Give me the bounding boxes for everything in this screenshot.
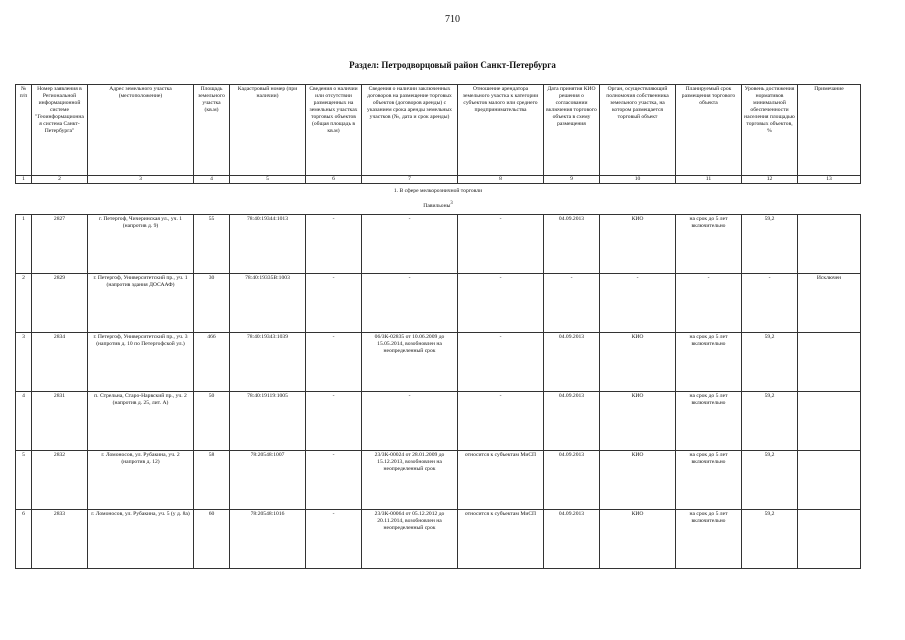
cell-term: -: [676, 274, 742, 333]
table-row: [16, 392, 861, 451]
cell-no: 1: [16, 215, 32, 274]
column-number: 12: [742, 176, 798, 184]
cell-area: 58: [194, 451, 230, 510]
cell-cad: 78:40:19343:1039: [230, 333, 306, 392]
column-header: Кадастровый номер (при наличии): [230, 85, 306, 176]
table-body: [16, 215, 861, 569]
cell-cad: 78:40:19335В:1003: [230, 274, 306, 333]
column-header: Номер заявления в Региональной информационной системе "Геоинформационная система Санкт-Петербурга": [32, 85, 88, 176]
category-subtitle: Павильоны$^3$: [423, 201, 453, 209]
category-row: [16, 184, 861, 215]
cell-organ: КИО: [600, 215, 676, 274]
cell-organ: КИО: [600, 333, 676, 392]
column-header: Отношение арендатора земельного участка к категории субъектов малого или среднего предпринимательства: [458, 85, 544, 176]
cell-level: 59,2: [742, 392, 798, 451]
page-number: 710: [445, 14, 460, 25]
cell-note: [798, 392, 861, 451]
cell-app: 2834: [32, 333, 88, 392]
column-number: 13: [798, 176, 861, 184]
column-header: Площадь земельного участка (кв.м): [194, 85, 230, 176]
cell-sme: относится к субъектам МиСП: [458, 510, 544, 569]
cell-date: 04.09.2013: [544, 215, 600, 274]
cell-sme: -: [458, 274, 544, 333]
cell-level: 59,2: [742, 451, 798, 510]
column-header: Сведения о наличии заключенных договоров на размещение торговых объектов (договоров аренды) с указанием срока аренды земельных участков (№, дата и срок аренды): [362, 85, 458, 176]
cell-no: 2: [16, 274, 32, 333]
table-header-row: [16, 85, 861, 176]
cell-organ: КИО: [600, 392, 676, 451]
column-header: Планируемый срок размещения торгового объекта: [676, 85, 742, 176]
column-number: 9: [544, 176, 600, 184]
cell-term: на срок до 5 лет включительно: [676, 451, 742, 510]
cell-no: 5: [16, 451, 32, 510]
cell-app: 2829: [32, 274, 88, 333]
cell-organ: КИО: [600, 451, 676, 510]
cell-sme: -: [458, 392, 544, 451]
cell-note: [798, 333, 861, 392]
cell-contracts: -: [362, 215, 458, 274]
section-title: Раздел: Петродворцовый район Санкт-Петербурга: [349, 60, 556, 70]
cell-area: 30: [194, 274, 230, 333]
table-row: [16, 274, 861, 333]
category-title: 1. В сфере мелкорозничной торговли: [393, 188, 483, 195]
cell-existing: -: [306, 274, 362, 333]
cell-addr: г. Петергоф, Чичеринская ул., уч. 1 (напротив д. 9): [88, 215, 194, 274]
cell-note: [798, 451, 861, 510]
cell-existing: -: [306, 333, 362, 392]
column-number: 7: [362, 176, 458, 184]
column-number: 4: [194, 176, 230, 184]
cell-no: 6: [16, 510, 32, 569]
column-number: 6: [306, 176, 362, 184]
cell-addr: г. Ломоносов, ул. Рубакина, уч. 2 (напротив д. 12): [88, 451, 194, 510]
cell-level: 59,2: [742, 215, 798, 274]
cell-contracts: -: [362, 274, 458, 333]
cell-sme: относится к субъектам МиСП: [458, 451, 544, 510]
table-row: [16, 333, 861, 392]
cell-area: 466: [194, 333, 230, 392]
cell-no: 3: [16, 333, 32, 392]
cell-existing: -: [306, 215, 362, 274]
cell-no: 4: [16, 392, 32, 451]
table-row: [16, 451, 861, 510]
column-header: Адрес земельного участка (местоположение): [88, 85, 194, 176]
cell-contracts: 06/ЗК-02835 от 10.06.2009 до 15.05.2014, возобновлен на неопределенный срок: [362, 333, 458, 392]
cell-term: на срок до 5 лет включительно: [676, 215, 742, 274]
cell-addr: г. Петергоф, Университетский пр., уч. 3 (напротив д. 10 по Петергофской ул.): [88, 333, 194, 392]
cell-date: 04.09.2013: [544, 451, 600, 510]
cell-existing: -: [306, 510, 362, 569]
column-number: 1: [16, 176, 32, 184]
cell-date: 04.09.2013: [544, 510, 600, 569]
cell-level: 59,2: [742, 510, 798, 569]
cell-sme: -: [458, 333, 544, 392]
cell-contracts: 23/ЗК-00024 от 28.01.2009 до 15.12.2013, возобновлен на неопределенный срок: [362, 451, 458, 510]
column-header: Примечание: [798, 85, 861, 176]
cell-contracts: 23/ЗК-00064 от 05.12.2012 до 20.11.2014, возобновлен на неопределенный срок: [362, 510, 458, 569]
column-number: 11: [676, 176, 742, 184]
cell-app: 2831: [32, 392, 88, 451]
cell-area: 60: [194, 510, 230, 569]
cell-level: -: [742, 274, 798, 333]
column-header: Сведения о наличии или отсутствии размещенных на земельных участках торговых объектов (общая площадь в кв.м): [306, 85, 362, 176]
cell-cad: 78:40:19344:1013: [230, 215, 306, 274]
table-row: [16, 510, 861, 569]
cell-cad: 78:40:19119:1005: [230, 392, 306, 451]
cell-date: 04.09.2013: [544, 392, 600, 451]
cell-level: 59,2: [742, 333, 798, 392]
cell-existing: -: [306, 392, 362, 451]
cell-app: 2833: [32, 510, 88, 569]
cell-area: 50: [194, 392, 230, 451]
cell-addr: г. Ломоносов, ул. Рубакина, уч. 5 (у д. 8а): [88, 510, 194, 569]
column-number: 8: [458, 176, 544, 184]
cell-note: Исключен: [798, 274, 861, 333]
category-cell: [16, 184, 861, 215]
cell-note: [798, 510, 861, 569]
cell-term: на срок до 5 лет включительно: [676, 333, 742, 392]
cell-sme: -: [458, 215, 544, 274]
cell-area: 55: [194, 215, 230, 274]
cell-term: на срок до 5 лет включительно: [676, 392, 742, 451]
cell-organ: КИО: [600, 510, 676, 569]
column-header: Дата принятия КИО решения о согласовании включения торгового объекта в схему размещения: [544, 85, 600, 176]
column-number: 5: [230, 176, 306, 184]
column-number-row: [16, 176, 861, 184]
column-number: 2: [32, 176, 88, 184]
column-header: № п/п: [16, 85, 32, 176]
column-header: Орган, осуществляющий полномочия собственника земельного участка, на котором размещается торговый объект: [600, 85, 676, 176]
cell-note: [798, 215, 861, 274]
cell-date: 04.09.2013: [544, 333, 600, 392]
table-row: [16, 215, 861, 274]
register-table: [15, 84, 861, 569]
cell-term: на срок до 5 лет включительно: [676, 510, 742, 569]
cell-date: -: [544, 274, 600, 333]
cell-cad: 78:20548:1007: [230, 451, 306, 510]
cell-contracts: -: [362, 392, 458, 451]
column-header: Уровень достижения нормативов минимальной обеспеченности населения площадью торговых объектов, %: [742, 85, 798, 176]
cell-addr: г. Петергоф, Университетский пр., уч. 1 (напротив здания ДОСААФ): [88, 274, 194, 333]
column-number: 10: [600, 176, 676, 184]
cell-app: 2832: [32, 451, 88, 510]
cell-addr: п. Стрельна, Старо-Нарвский пр., уч. 2 (напротив д. 25, лит. А): [88, 392, 194, 451]
cell-organ: -: [600, 274, 676, 333]
column-number: 3: [88, 176, 194, 184]
cell-app: 2827: [32, 215, 88, 274]
cell-cad: 78:20548:1016: [230, 510, 306, 569]
cell-existing: -: [306, 451, 362, 510]
